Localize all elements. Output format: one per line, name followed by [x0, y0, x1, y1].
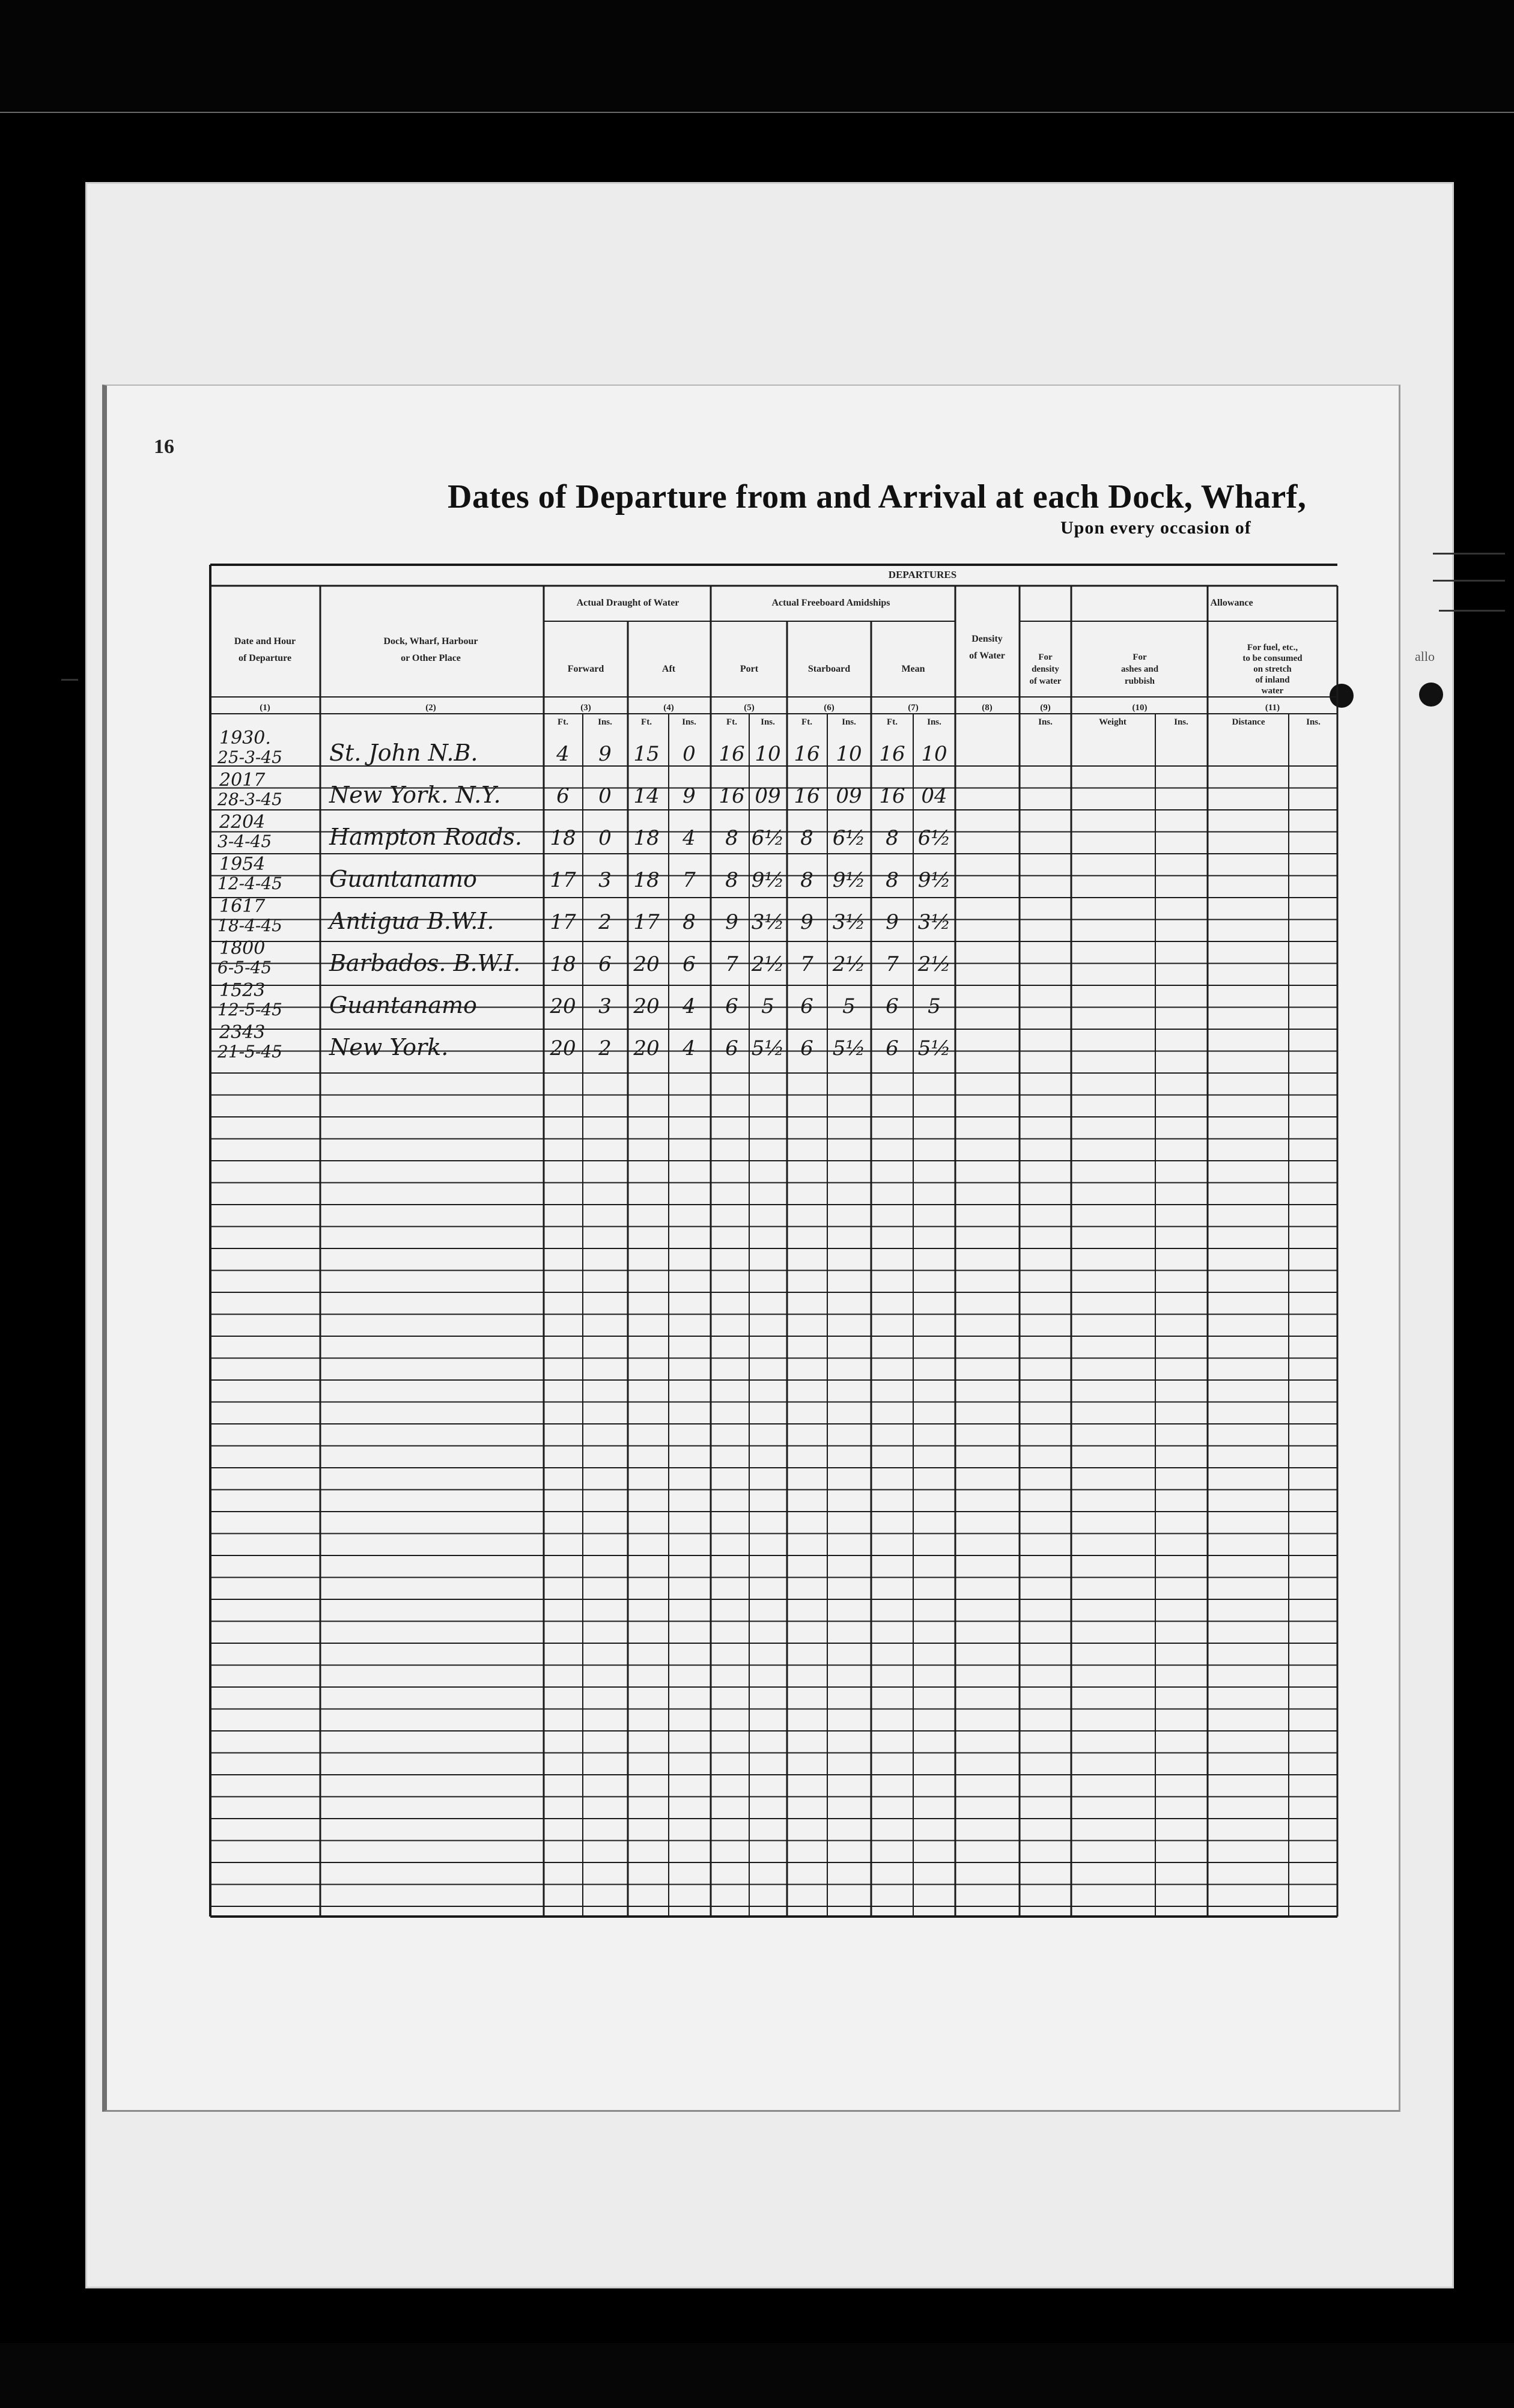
entry-value: 17 [633, 910, 660, 934]
column-number: (6) [824, 703, 835, 713]
entry-date: 25-3-45 [217, 747, 282, 767]
entry-value: 20 [633, 952, 660, 976]
entry-value: 8 [800, 868, 813, 892]
header-for-density: For [1038, 652, 1053, 662]
entry-value: 6½ [751, 826, 785, 850]
entry-hour: 1523 [219, 980, 266, 1001]
entry-value: 18 [550, 826, 576, 850]
entry-date: 12-5-45 [217, 1000, 282, 1020]
entry-date: 3-4-45 [217, 832, 272, 851]
entry-value: 9 [683, 784, 696, 808]
header-for-fuel: on stretch [1253, 664, 1292, 674]
entry-value: 2 [598, 910, 612, 934]
unit-label: Weight [1099, 717, 1126, 727]
entry-value: 9 [725, 910, 738, 934]
unit-label: Ins. [842, 717, 856, 727]
entry-place: New York. [329, 1034, 449, 1060]
header-density: of Water [969, 651, 1005, 661]
entry-value: 7 [683, 868, 696, 892]
unit-label: Ft. [801, 717, 812, 727]
column-number: (4) [663, 703, 674, 713]
entry-value: 6 [683, 952, 696, 976]
entry-value: 6 [725, 994, 738, 1018]
unit-label: Ins. [682, 717, 696, 727]
entry-value: 8 [725, 868, 738, 892]
entry-hour: 1930. [219, 728, 271, 749]
entry-value: 6½ [917, 826, 951, 850]
entry-value: 15 [633, 742, 660, 766]
entry-value: 3½ [832, 910, 866, 934]
entry-value: 16 [794, 742, 820, 766]
entry-value: 6 [556, 784, 570, 808]
entry-value: 6 [598, 952, 612, 976]
scan-bottom-border [0, 2343, 1514, 2408]
column-number: (3) [580, 703, 591, 713]
entry-date: 12-4-45 [217, 874, 282, 893]
entry-value: 5 [761, 994, 774, 1018]
header-forward: Forward [567, 664, 604, 674]
departures-header: DEPARTURES [888, 569, 957, 580]
unit-label: Ins. [1174, 717, 1188, 727]
entry-place: Guantanamo [329, 866, 477, 892]
page-subtitle: Upon every occasion of [1060, 518, 1251, 538]
entry-value: 18 [633, 826, 660, 850]
column-number: (8) [982, 703, 993, 713]
entry-value: 5½ [832, 1036, 866, 1060]
header-aft: Aft [661, 664, 676, 674]
entry-value: 16 [794, 784, 820, 808]
entry-value: 18 [633, 868, 660, 892]
header-for-fuel: For fuel, etc., [1247, 643, 1298, 652]
page-title: Dates of Departure from and Arrival at each Dock, Wharf, [448, 478, 1307, 515]
entry-value: 2½ [751, 952, 785, 976]
entry-value: 5 [928, 994, 941, 1018]
entry-value: 4 [556, 742, 570, 766]
header-starboard: Starboard [807, 664, 851, 674]
entry-value: 7 [725, 952, 738, 976]
entry-value: 5½ [917, 1036, 951, 1060]
entry-value: 7 [886, 952, 899, 976]
entry-hour: 2343 [219, 1022, 266, 1043]
unit-label: Ins. [927, 717, 941, 727]
entry-value: 9 [800, 910, 813, 934]
entry-value: 2½ [832, 952, 866, 976]
header-dock: or Other Place [401, 653, 461, 663]
entry-hour: 2017 [219, 770, 266, 791]
entry-value: 0 [598, 784, 612, 808]
header-for-density: density [1032, 664, 1059, 674]
entry-value: 20 [633, 1036, 660, 1060]
entry-value: 4 [683, 1036, 696, 1060]
entry-value: 9 [886, 910, 899, 934]
entry-value: 6 [800, 994, 813, 1018]
header-date: of Departure [238, 653, 292, 663]
column-number: (5) [744, 703, 755, 713]
entry-value: 09 [755, 784, 781, 808]
column-number: (7) [908, 703, 919, 713]
header-for-fuel: water [1261, 686, 1284, 696]
header-mean: Mean [901, 664, 925, 674]
entry-value: 9½ [832, 868, 866, 892]
entry-value: 6 [800, 1036, 813, 1060]
entry-value: 16 [879, 784, 905, 808]
entry-value: 0 [683, 742, 696, 766]
entry-value: 20 [633, 994, 660, 1018]
entry-place: Barbados. B.W.I. [329, 950, 521, 976]
entry-value: 8 [886, 826, 899, 850]
unit-label: Ft. [887, 717, 898, 727]
entry-hour: 1800 [219, 938, 266, 959]
entry-place: Hampton Roads. [329, 824, 522, 850]
entry-value: 5 [842, 994, 856, 1018]
entry-value: 6 [886, 994, 899, 1018]
entry-hour: 1954 [219, 854, 266, 875]
unit-label: Ft. [558, 717, 568, 727]
entry-date: 28-3-45 [217, 789, 282, 809]
header-freeboard: Actual Freeboard Amidships [771, 598, 890, 608]
entry-date: 18-4-45 [217, 916, 282, 935]
unit-label: Ins. [1306, 717, 1321, 727]
entry-value: 6½ [832, 826, 866, 850]
entry-value: 0 [598, 826, 612, 850]
entry-value: 10 [921, 742, 947, 766]
header-for-fuel: of inland [1255, 675, 1290, 685]
entry-value: 3½ [917, 910, 951, 934]
entry-value: 8 [800, 826, 813, 850]
entry-value: 6 [886, 1036, 899, 1060]
entry-value: 16 [719, 784, 745, 808]
entry-hour: 1617 [219, 896, 266, 917]
entry-value: 18 [550, 952, 576, 976]
entry-place: Guantanamo [329, 992, 477, 1018]
adjacent-page-fragment: allo [1415, 649, 1435, 664]
entry-value: 3 [598, 994, 612, 1018]
header-date: Date and Hour [234, 636, 296, 646]
entry-value: 6 [725, 1036, 738, 1060]
entry-value: 3 [598, 868, 612, 892]
entry-value: 16 [719, 742, 745, 766]
header-port: Port [740, 664, 759, 674]
entry-value: 16 [879, 742, 905, 766]
entry-value: 8 [725, 826, 738, 850]
unit-label: Ins. [761, 717, 775, 727]
entry-value: 10 [836, 742, 862, 766]
entry-value: 9½ [751, 868, 785, 892]
entry-value: 9½ [917, 868, 951, 892]
column-number: (1) [260, 703, 270, 713]
entry-value: 10 [755, 742, 781, 766]
entry-value: 5½ [751, 1036, 785, 1060]
entry-value: 8 [683, 910, 696, 934]
unit-label: Distance [1232, 717, 1265, 727]
column-number: (9) [1040, 703, 1051, 713]
entry-value: 4 [683, 994, 696, 1018]
entry-value: 14 [633, 784, 660, 808]
entry-value: 3½ [751, 910, 785, 934]
header-draught: Actual Draught of Water [576, 598, 679, 608]
entry-value: 04 [921, 784, 947, 808]
header-for-ashes: ashes and [1120, 664, 1159, 674]
header-for-ashes: rubbish [1124, 676, 1155, 686]
column-number: (10) [1132, 703, 1148, 713]
header-for-ashes: For [1132, 652, 1147, 662]
unit-label: Ins. [598, 717, 612, 727]
entry-value: 20 [550, 994, 576, 1018]
entry-value: 9 [598, 742, 612, 766]
page-number: 16 [154, 436, 174, 458]
unit-label: Ins. [1038, 717, 1053, 727]
unit-label: Ft. [726, 717, 737, 727]
unit-label: Ft. [641, 717, 652, 727]
entry-value: 17 [550, 910, 576, 934]
header-density: Density [971, 634, 1003, 644]
entry-value: 2½ [917, 952, 951, 976]
entry-place: Antigua B.W.I. [329, 908, 494, 934]
header-allowance: Allowance [1210, 598, 1253, 608]
entry-value: 7 [800, 952, 813, 976]
column-number: (11) [1265, 703, 1280, 713]
entry-date: 6-5-45 [217, 958, 272, 977]
entry-place: New York. N.Y. [329, 782, 501, 808]
entry-place: St. John N.B. [329, 740, 478, 766]
entry-value: 20 [550, 1036, 576, 1060]
header-for-density: of water [1029, 676, 1062, 686]
entry-value: 17 [550, 868, 576, 892]
entry-value: 4 [683, 826, 696, 850]
entry-value: 8 [886, 868, 899, 892]
entry-value: 2 [598, 1036, 612, 1060]
header-for-fuel: to be consumed [1242, 654, 1303, 663]
column-number: (2) [425, 703, 436, 713]
entry-date: 21-5-45 [217, 1042, 282, 1062]
entry-value: 09 [836, 784, 862, 808]
header-dock: Dock, Wharf, Harbour [383, 636, 478, 646]
entry-hour: 2204 [219, 812, 266, 833]
